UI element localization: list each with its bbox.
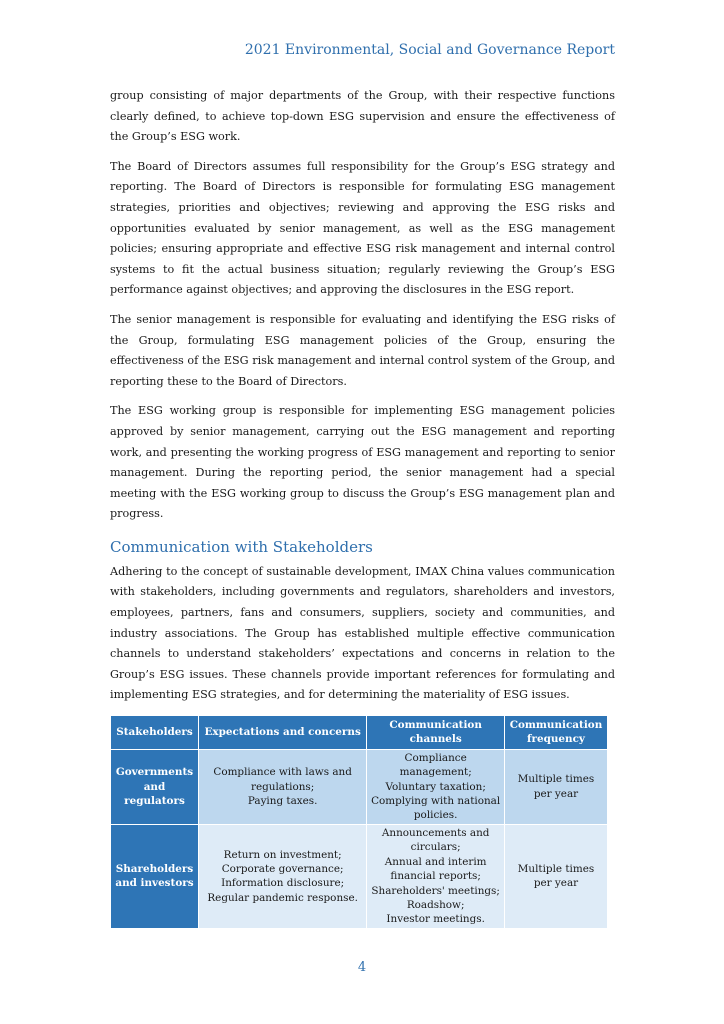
cell-line: Compliance management; [399,751,472,779]
cell-line: Information disclosure; [221,877,345,890]
stakeholder-cell: Governments and regulators [111,749,199,824]
cell-line: Annual and interim financial reports; [384,855,487,883]
report-header-title: 2021 Environmental, Social and Governance Report [244,42,615,58]
column-header: Communication channels [367,716,505,750]
cell-line: Corporate governance; [221,862,344,875]
section-paragraph: Adhering to the concept of sustainable development, IMAX China values communication with stakeholders, including governments and regulators, shareholders and investors, employees, partners, fans and consumers, suppliers, society and communities, and industry associations. The Group has established multiple effective communication channels to understand stakeholders’ expectations and concerns in relation to the Group’s ESG issues. These channels provide important references for formulating and implementing ESG strategies, and for determining the materiality of ESG issues. [110,564,615,702]
table-row [111,824,608,928]
stakeholder-table [110,715,608,929]
channels-cell [367,749,505,824]
table-header-row [111,716,608,750]
frequency-cell: Multiple times per year [505,824,608,928]
cell-line: Voluntary taxation; [385,780,486,793]
body-paragraph: group consisting of major departments of the Group, with their respective functions clearly defined, to achieve top-down ESG supervision and ensure the effectiveness of the Group’s ESG work. [110,89,615,144]
cell-line: Shareholders' meetings; [371,884,500,897]
frequency-cell: Multiple times per year [505,749,608,824]
body-paragraph: The senior management is responsible for evaluating and identifying the ESG risks of the Group, formulating ESG management policies of the Group, ensuring the effectiveness of the ESG risk management and internal control system of the Group, and reporting these to the Board of Directors. [110,312,615,388]
page-content [110,86,615,929]
column-header: Expectations and concerns [198,716,366,750]
column-header: Stakeholders [111,716,199,750]
channels-cell [367,824,505,928]
cell-line: Regular pandemic response. [207,891,358,904]
cell-line: Roadshow; [406,898,465,911]
expectations-cell [198,824,366,928]
cell-line: Complying with national policies. [371,795,501,822]
table-row [111,749,608,824]
cell-line: Paying taxes. [247,795,318,808]
section-heading: Communication with Stakeholders [110,537,373,556]
stakeholder-cell: Shareholders and investors [111,824,199,928]
cell-line: Investor meetings. [386,913,485,926]
body-paragraph: The Board of Directors assumes full responsibility for the Group’s ESG strategy and reporting. The Board of Directors is responsible for formulating ESG management strategies, priorities and objectives; reviewing and approving the ESG risks and opportunities evaluated by senior management, as well as the ESG management policies; ensuring appropriate and effective ESG risk management and internal control systems to fit the actual business situation; regularly reviewing the Group’s ESG performance against objectives; and approving the disclosures in the ESG report. [110,159,615,297]
body-paragraph: The ESG working group is responsible for implementing ESG management policies approved by senior management, carrying out the ESG management and reporting work, and presenting the working progress of ESG management and reporting to senior management. During the reporting period, the senior management had a special meeting with the ESG working group to discuss the Group’s ESG management plan and progress. [110,404,615,521]
column-header: Communication frequency [505,716,608,750]
cell-line: Compliance with laws and regulations; [213,766,352,793]
expectations-cell [198,749,366,824]
cell-line: Announcements and circulars; [381,826,490,854]
cell-line: Return on investment; [223,848,342,861]
page-number: 4 [357,960,367,975]
